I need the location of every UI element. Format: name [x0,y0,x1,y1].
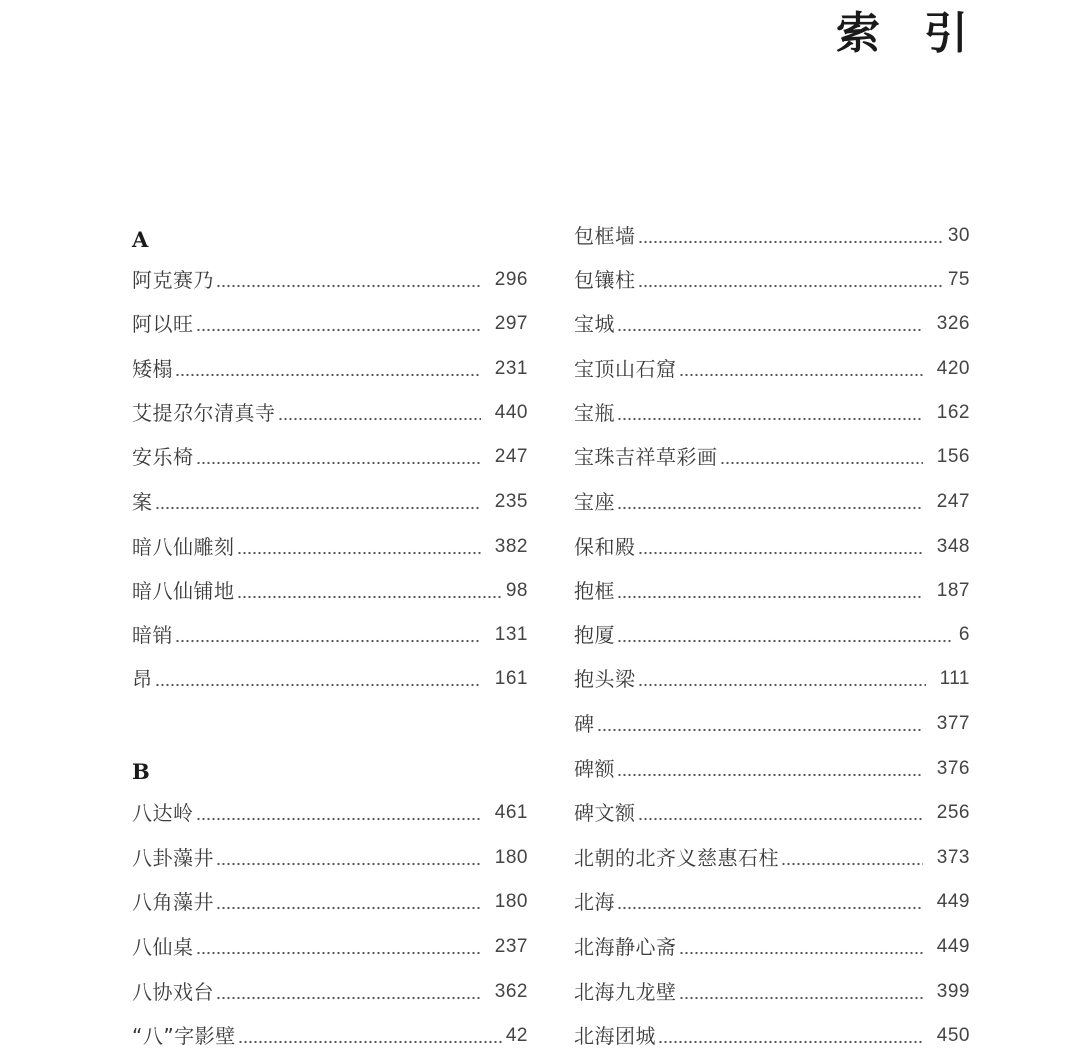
dot-leader [175,620,481,650]
entry-page: 399 [936,981,970,1002]
entry-page: 449 [936,891,970,912]
dot-leader [196,309,481,339]
index-entry [574,398,970,428]
dot-leader [617,487,923,517]
title-char-2: 引 [924,8,968,59]
dot-leader [196,798,481,828]
entry-term: 矮榻 [132,357,173,381]
entry-term: 北海团城 [574,1024,656,1048]
dot-leader [658,1021,923,1051]
index-entry [132,398,528,428]
entry-term: 抱厦 [574,623,615,647]
dot-leader [216,887,481,917]
index-entry [574,576,970,606]
index-entry [574,977,970,1007]
dot-leader [617,576,923,606]
entry-term: 暗销 [132,623,173,647]
index-entry [132,442,528,472]
entry-page: 161 [494,668,528,689]
dot-leader [617,754,923,784]
index-entry [132,887,528,917]
index-entry [574,932,970,962]
entry-term: 北海九龙壁 [574,980,677,1004]
dot-leader [638,532,923,562]
dot-leader [638,221,944,251]
entry-page: 376 [936,758,970,779]
index-entry [132,977,528,1007]
dot-leader [216,265,481,295]
entry-page: 131 [494,624,528,645]
entry-page: 98 [505,580,528,601]
index-entry [574,265,970,295]
entry-page: 326 [936,313,970,334]
dot-leader [238,1021,502,1051]
entry-page: 247 [494,446,528,467]
dot-leader [196,442,481,472]
entry-term: 抱头梁 [574,667,636,691]
index-entry [574,442,970,472]
entry-page: 156 [936,446,970,467]
entry-term: 宝瓶 [574,401,615,425]
index-entry [132,932,528,962]
entry-term: 宝珠吉祥草彩画 [574,445,718,469]
entry-page: 256 [936,802,970,823]
entry-term: 暗八仙铺地 [132,579,235,603]
dot-leader [638,798,923,828]
entry-page: 382 [494,536,528,557]
index-entry [574,798,970,828]
entry-term: 阿克赛乃 [132,268,214,292]
dot-leader [617,887,923,917]
entry-term: 宝城 [574,312,615,336]
entry-page: 187 [936,580,970,601]
entry-page: 30 [947,225,970,246]
dot-leader [597,709,923,739]
entry-term: 北朝的北齐义慈惠石柱 [574,846,779,870]
dot-leader [216,977,481,1007]
dot-leader [237,532,481,562]
index-entry [132,576,528,606]
index-entry [132,487,528,517]
index-entry [132,265,528,295]
dot-leader [196,932,481,962]
entry-page: 296 [494,269,528,290]
dot-leader [617,620,952,650]
index-entry [132,354,528,384]
entry-term: 八达岭 [132,801,194,825]
index-entry [574,354,970,384]
dot-leader [638,265,944,295]
entry-term: 阿以旺 [132,312,194,336]
entry-term: 八卦藻井 [132,846,214,870]
entry-page: 235 [494,491,528,512]
dot-leader [638,664,926,694]
index-entry [132,798,528,828]
index-entry [574,887,970,917]
index-entry [574,487,970,517]
entry-term: 宝座 [574,490,615,514]
entry-term: 案 [132,490,153,514]
entry-page: 247 [936,491,970,512]
entry-page: 461 [494,802,528,823]
entry-page: 449 [936,936,970,957]
dot-leader [175,354,481,384]
entry-page: 237 [494,936,528,957]
entry-page: 75 [947,269,970,290]
entry-term: 包框墙 [574,224,636,248]
entry-term: 北海静心斋 [574,935,677,959]
dot-leader [679,977,923,1007]
entry-page: 450 [936,1025,970,1046]
entry-term: “八”字影壁 [132,1024,236,1048]
index-entry [574,709,970,739]
index-entry [574,221,970,251]
entry-term: 碑 [574,712,595,736]
entry-term: 八角藻井 [132,890,214,914]
entry-term: 碑文额 [574,801,636,825]
dot-leader [679,354,923,384]
entry-term: 昂 [132,667,153,691]
dot-leader [278,398,481,428]
title-char-1: 索 [836,8,880,59]
entry-page: 348 [936,536,970,557]
section-letter-a: A [132,227,149,252]
entry-term: 碑额 [574,757,615,781]
index-entry [132,309,528,339]
entry-term: 八协戏台 [132,980,214,1004]
entry-page: 6 [958,624,970,645]
entry-term: 抱框 [574,579,615,603]
entry-page: 111 [939,668,970,689]
entry-page: 362 [494,981,528,1002]
index-entry [132,843,528,873]
entry-page: 297 [494,313,528,334]
index-entry [574,620,970,650]
entry-page: 180 [494,891,528,912]
entry-page: 231 [494,358,528,379]
dot-leader [720,442,923,472]
entry-page: 180 [494,847,528,868]
index-entry [574,754,970,784]
dot-leader [216,843,481,873]
dot-leader [617,398,923,428]
entry-page: 373 [936,847,970,868]
index-entry [132,532,528,562]
index-entry [132,620,528,650]
entry-term: 北海 [574,890,615,914]
dot-leader [781,843,923,873]
dot-leader [155,664,481,694]
index-entry [574,664,970,694]
index-entry [132,1021,528,1051]
dot-leader [237,576,502,606]
index-entry [574,309,970,339]
entry-term: 八仙桌 [132,935,194,959]
entry-page: 42 [505,1025,528,1046]
index-entry [132,664,528,694]
entry-term: 包镶柱 [574,268,636,292]
entry-term: 艾提尕尔清真寺 [132,401,276,425]
index-entry [574,532,970,562]
index-entry [574,843,970,873]
index-entry [574,1021,970,1051]
entry-term: 安乐椅 [132,445,194,469]
dot-leader [155,487,481,517]
entry-page: 440 [494,402,528,423]
entry-term: 暗八仙雕刻 [132,535,235,559]
dot-leader [617,309,923,339]
entry-term: 宝顶山石窟 [574,357,677,381]
section-letter-b: B [132,759,150,784]
entry-term: 保和殿 [574,535,636,559]
entry-page: 420 [936,358,970,379]
entry-page: 162 [936,402,970,423]
entry-page: 377 [936,713,970,734]
dot-leader [679,932,923,962]
